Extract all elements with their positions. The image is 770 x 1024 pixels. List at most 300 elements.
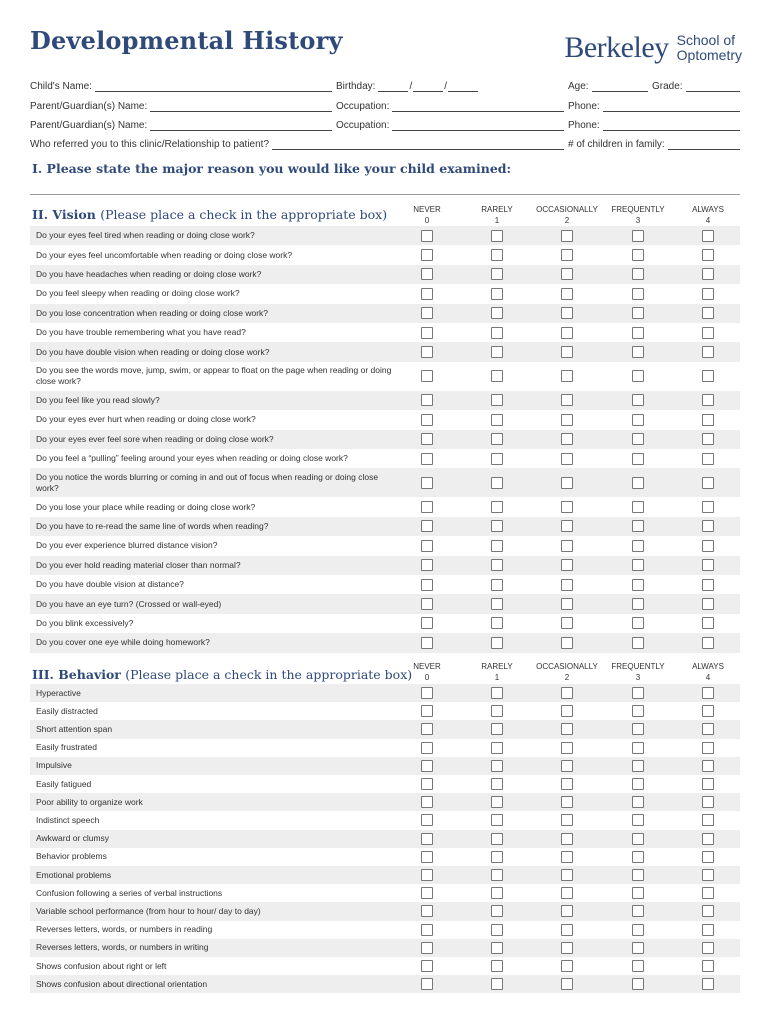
vision-question-row <box>30 410 740 429</box>
behavior-checkbox-occasionally[interactable] <box>561 833 573 845</box>
vision-question-row <box>30 468 740 497</box>
vision-checkbox-never[interactable] <box>421 617 433 629</box>
behavior-checkbox-frequently[interactable] <box>632 924 644 936</box>
behavior-checkbox-occasionally[interactable] <box>561 723 573 735</box>
behavior-question-text: Short attention span <box>36 723 113 734</box>
vision-checkbox-never[interactable] <box>421 433 433 445</box>
vision-checkbox-never[interactable] <box>421 598 433 610</box>
vision-checkbox-rarely[interactable] <box>491 230 503 242</box>
behavior-checkbox-rarely[interactable] <box>491 905 503 917</box>
vision-checkbox-never[interactable] <box>421 394 433 406</box>
behavior-checkbox-always[interactable] <box>702 778 714 790</box>
behavior-question-row <box>30 720 740 738</box>
occupation-label-1: Occupation: <box>336 101 390 112</box>
behavior-checkbox-always[interactable] <box>702 796 714 808</box>
behavior-checkbox-frequently[interactable] <box>632 814 644 826</box>
vision-checkbox-always[interactable] <box>702 501 714 513</box>
parent-name-label-1: Parent/Guardian(s) Name: <box>30 101 148 112</box>
vision-checkbox-rarely[interactable] <box>491 346 503 358</box>
behavior-checkbox-rarely[interactable] <box>491 924 503 936</box>
vision-question-text: Do your eyes ever hurt when reading or doing close work? <box>36 414 256 425</box>
reason-answer-line[interactable] <box>30 194 740 195</box>
vision-checkbox-always[interactable] <box>702 579 714 591</box>
behavior-checkbox-frequently[interactable] <box>632 833 644 845</box>
vision-checkbox-occasionally[interactable] <box>561 579 573 591</box>
behavior-question-row <box>30 775 740 793</box>
vision-checkbox-rarely[interactable] <box>491 268 503 280</box>
vision-checkbox-rarely[interactable] <box>491 637 503 649</box>
vision-checkbox-frequently[interactable] <box>632 617 644 629</box>
behavior-checkbox-rarely[interactable] <box>491 760 503 772</box>
section-1-title: I. Please state the major reason you would like your child examined: <box>32 161 512 176</box>
behavior-checkbox-rarely[interactable] <box>491 778 503 790</box>
vision-checkbox-rarely[interactable] <box>491 370 503 382</box>
behavior-col-header-frequently <box>603 661 673 683</box>
vision-checkbox-frequently[interactable] <box>632 453 644 465</box>
behavior-checkbox-always[interactable] <box>702 814 714 826</box>
vision-checkbox-always[interactable] <box>702 249 714 261</box>
col-header-label: NEVER <box>413 205 441 214</box>
behavior-checkbox-occasionally[interactable] <box>561 814 573 826</box>
vision-checkbox-occasionally[interactable] <box>561 501 573 513</box>
vision-question-text: Do you feel a “pulling” feeling around your eyes when reading or doing close work? <box>36 453 348 464</box>
behavior-checkbox-always[interactable] <box>702 978 714 990</box>
vision-title: II. Vision <box>32 207 96 222</box>
behavior-checkbox-occasionally[interactable] <box>561 978 573 990</box>
behavior-checkbox-always[interactable] <box>702 833 714 845</box>
vision-checkbox-rarely[interactable] <box>491 307 503 319</box>
vision-question-text: Do your eyes feel uncomfortable when reading or doing close work? <box>36 249 293 260</box>
vision-checkbox-rarely[interactable] <box>491 559 503 571</box>
vision-checkbox-occasionally[interactable] <box>561 230 573 242</box>
behavior-checkbox-rarely[interactable] <box>491 705 503 717</box>
behavior-checkbox-always[interactable] <box>702 723 714 735</box>
vision-question-row <box>30 265 740 284</box>
vision-question-text: Do you notice the words blurring or coming in and out of focus when reading or doing close work? <box>36 471 379 493</box>
berkeley-logo <box>564 28 742 68</box>
vision-checkbox-occasionally[interactable] <box>561 453 573 465</box>
behavior-checkbox-rarely[interactable] <box>491 796 503 808</box>
behavior-checkbox-always[interactable] <box>702 705 714 717</box>
occupation-field-2[interactable] <box>336 115 564 131</box>
vision-checkbox-occasionally[interactable] <box>561 617 573 629</box>
behavior-checkbox-always[interactable] <box>702 905 714 917</box>
vision-checkbox-rarely[interactable] <box>491 433 503 445</box>
behavior-checkbox-never[interactable] <box>421 924 433 936</box>
vision-checkbox-rarely[interactable] <box>491 579 503 591</box>
behavior-question-text: Hyperactive <box>36 687 81 698</box>
vision-checkbox-always[interactable] <box>702 559 714 571</box>
vision-checkbox-frequently[interactable] <box>632 394 644 406</box>
vision-checkbox-never[interactable] <box>421 327 433 339</box>
childs-name-field[interactable] <box>30 76 332 92</box>
behavior-checkbox-frequently[interactable] <box>632 978 644 990</box>
behavior-checkbox-rarely[interactable] <box>491 833 503 845</box>
behavior-checkbox-rarely[interactable] <box>491 887 503 899</box>
behavior-checkbox-never[interactable] <box>421 978 433 990</box>
behavior-question-text: Shows confusion about directional orientation <box>36 978 208 989</box>
behavior-checkbox-never[interactable] <box>421 851 433 863</box>
behavior-checkbox-occasionally[interactable] <box>561 778 573 790</box>
behavior-question-row <box>30 975 740 993</box>
children-count-label: # of children in family: <box>568 139 665 150</box>
behavior-question-row <box>30 884 740 902</box>
vision-checkbox-never[interactable] <box>421 579 433 591</box>
vision-checkbox-occasionally[interactable] <box>561 637 573 649</box>
vision-checkbox-frequently[interactable] <box>632 477 644 489</box>
behavior-checkbox-never[interactable] <box>421 869 433 881</box>
behavior-checkbox-occasionally[interactable] <box>561 887 573 899</box>
vision-checkbox-never[interactable] <box>421 540 433 552</box>
vision-checkbox-occasionally[interactable] <box>561 268 573 280</box>
vision-question-row <box>30 284 740 303</box>
behavior-checkbox-occasionally[interactable] <box>561 960 573 972</box>
vision-checkbox-never[interactable] <box>421 370 433 382</box>
section-3-title <box>32 667 412 682</box>
vision-question-text: Do your eyes ever feel sore when reading or doing close work? <box>36 433 274 444</box>
behavior-checkbox-frequently[interactable] <box>632 760 644 772</box>
vision-checkbox-never[interactable] <box>421 268 433 280</box>
behavior-question-row <box>30 793 740 811</box>
behavior-checkbox-frequently[interactable] <box>632 960 644 972</box>
vision-question-text: Do you blink excessively? <box>36 617 134 628</box>
behavior-checkbox-occasionally[interactable] <box>561 742 573 754</box>
vision-checkbox-occasionally[interactable] <box>561 598 573 610</box>
vision-checkbox-occasionally[interactable] <box>561 327 573 339</box>
vision-checkbox-occasionally[interactable] <box>561 433 573 445</box>
behavior-checkbox-never[interactable] <box>421 742 433 754</box>
vision-question-text: Do you cover one eye while doing homework? <box>36 637 210 648</box>
behavior-checkbox-frequently[interactable] <box>632 942 644 954</box>
vision-checkbox-never[interactable] <box>421 559 433 571</box>
vision-checkbox-occasionally[interactable] <box>561 307 573 319</box>
vision-question-row <box>30 633 740 652</box>
vision-col-header-always <box>673 204 743 226</box>
phone-field-1[interactable] <box>568 96 740 112</box>
birthday-label: Birthday: <box>336 81 376 92</box>
behavior-checkbox-never[interactable] <box>421 723 433 735</box>
vision-checkbox-rarely[interactable] <box>491 327 503 339</box>
behavior-checkbox-always[interactable] <box>702 942 714 954</box>
behavior-question-text: Shows confusion about right or left <box>36 960 167 971</box>
behavior-col-header-always <box>673 661 743 683</box>
parent-name-field-2[interactable] <box>30 115 332 131</box>
vision-checkbox-always[interactable] <box>702 268 714 280</box>
vision-checkbox-always[interactable] <box>702 327 714 339</box>
vision-checkbox-always[interactable] <box>702 288 714 300</box>
behavior-checkbox-rarely[interactable] <box>491 869 503 881</box>
logo-subtitle-line1: School of <box>676 32 736 48</box>
vision-checkbox-frequently[interactable] <box>632 540 644 552</box>
behavior-checkbox-rarely[interactable] <box>491 814 503 826</box>
behavior-question-row <box>30 848 740 866</box>
vision-checkbox-always[interactable] <box>702 637 714 649</box>
behavior-question-text: Easily distracted <box>36 705 98 716</box>
behavior-checkbox-always[interactable] <box>702 851 714 863</box>
behavior-checkbox-never[interactable] <box>421 960 433 972</box>
behavior-col-header-never <box>392 661 462 683</box>
col-header-score: 0 <box>424 673 430 682</box>
vision-question-row <box>30 575 740 594</box>
vision-checkbox-never[interactable] <box>421 346 433 358</box>
behavior-checkbox-frequently[interactable] <box>632 851 644 863</box>
col-header-score: 4 <box>705 216 711 225</box>
birthday-field[interactable]: Birthday: / / <box>336 76 496 92</box>
col-header-label: NEVER <box>413 662 441 671</box>
logo-subtitle <box>677 33 742 63</box>
vision-checkbox-always[interactable] <box>702 520 714 532</box>
vision-checkbox-frequently[interactable] <box>632 559 644 571</box>
behavior-checkbox-occasionally[interactable] <box>561 851 573 863</box>
grade-field[interactable] <box>652 76 740 92</box>
behavior-checkbox-frequently[interactable] <box>632 905 644 917</box>
vision-question-text: Do you have double vision at distance? <box>36 579 184 590</box>
vision-col-header-frequently <box>603 204 673 226</box>
behavior-checkbox-never[interactable] <box>421 833 433 845</box>
vision-checkbox-never[interactable] <box>421 414 433 426</box>
occupation-label-2: Occupation: <box>336 120 390 131</box>
behavior-question-row <box>30 830 740 848</box>
vision-checkbox-rarely[interactable] <box>491 453 503 465</box>
behavior-col-header-rarely <box>462 661 532 683</box>
behavior-checkbox-frequently[interactable] <box>632 687 644 699</box>
behavior-question-text: Easily frustrated <box>36 742 97 753</box>
vision-question-row <box>30 536 740 555</box>
vision-checkbox-always[interactable] <box>702 540 714 552</box>
logo-subtitle-line2: Optometry <box>676 47 742 63</box>
vision-checkbox-always[interactable] <box>702 394 714 406</box>
behavior-checkbox-never[interactable] <box>421 778 433 790</box>
vision-checkbox-always[interactable] <box>702 617 714 629</box>
vision-checkbox-occasionally[interactable] <box>561 249 573 261</box>
vision-checkbox-frequently[interactable] <box>632 288 644 300</box>
vision-question-text: Do you ever experience blurred distance vision? <box>36 540 218 551</box>
behavior-checkbox-always[interactable] <box>702 760 714 772</box>
vision-checkbox-never[interactable] <box>421 288 433 300</box>
vision-checkbox-never[interactable] <box>421 230 433 242</box>
behavior-checkbox-rarely[interactable] <box>491 687 503 699</box>
behavior-question-text: Poor ability to organize work <box>36 796 143 807</box>
vision-question-text: Do you feel sleepy when reading or doing close work? <box>36 288 240 299</box>
vision-question-row <box>30 614 740 633</box>
behavior-checkbox-frequently[interactable] <box>632 887 644 899</box>
behavior-checkbox-never[interactable] <box>421 705 433 717</box>
parent-name-field-1[interactable] <box>30 96 332 112</box>
vision-checkbox-occasionally[interactable] <box>561 346 573 358</box>
vision-checkbox-rarely[interactable] <box>491 394 503 406</box>
vision-question-row <box>30 362 740 391</box>
vision-col-header-never <box>392 204 462 226</box>
behavior-checkbox-never[interactable] <box>421 760 433 772</box>
info-row-1 <box>30 76 742 92</box>
behavior-question-row <box>30 684 740 702</box>
behavior-checkbox-occasionally[interactable] <box>561 796 573 808</box>
section-2-title <box>32 207 387 222</box>
behavior-question-row <box>30 811 740 829</box>
behavior-checkbox-rarely[interactable] <box>491 978 503 990</box>
behavior-checkbox-never[interactable] <box>421 942 433 954</box>
behavior-question-text: Indistinct speech <box>36 814 100 825</box>
vision-checkbox-always[interactable] <box>702 346 714 358</box>
vision-question-row <box>30 304 740 323</box>
vision-checkbox-frequently[interactable] <box>632 268 644 280</box>
vision-checkbox-occasionally[interactable] <box>561 414 573 426</box>
vision-checkbox-frequently[interactable] <box>632 249 644 261</box>
vision-checkbox-rarely[interactable] <box>491 249 503 261</box>
vision-checkbox-always[interactable] <box>702 307 714 319</box>
vision-checkbox-always[interactable] <box>702 370 714 382</box>
info-row-3 <box>30 115 742 131</box>
vision-checkbox-occasionally[interactable] <box>561 370 573 382</box>
vision-checkbox-rarely[interactable] <box>491 288 503 300</box>
behavior-checkbox-occasionally[interactable] <box>561 705 573 717</box>
vision-checkbox-frequently[interactable] <box>632 370 644 382</box>
behavior-checkbox-never[interactable] <box>421 687 433 699</box>
vision-checkbox-occasionally[interactable] <box>561 477 573 489</box>
vision-checkbox-rarely[interactable] <box>491 520 503 532</box>
behavior-checkbox-always[interactable] <box>702 887 714 899</box>
logo-wordmark: Berkeley <box>564 31 669 64</box>
age-field[interactable] <box>568 76 648 92</box>
phone-label-1: Phone: <box>568 101 600 112</box>
behavior-title: III. Behavior <box>32 667 121 682</box>
vision-checkbox-never[interactable] <box>421 637 433 649</box>
vision-checkbox-frequently[interactable] <box>632 520 644 532</box>
behavior-checkbox-occasionally[interactable] <box>561 942 573 954</box>
col-header-score: 2 <box>564 216 570 225</box>
vision-checkbox-rarely[interactable] <box>491 414 503 426</box>
behavior-checkbox-frequently[interactable] <box>632 723 644 735</box>
vision-checkbox-never[interactable] <box>421 249 433 261</box>
vision-question-text: Do your eyes feel tired when reading or doing close work? <box>36 230 255 241</box>
vision-checkbox-frequently[interactable] <box>632 433 644 445</box>
phone-field-2[interactable] <box>568 115 740 131</box>
vision-checkbox-frequently[interactable] <box>632 598 644 610</box>
behavior-checkbox-rarely[interactable] <box>491 742 503 754</box>
vision-checkbox-occasionally[interactable] <box>561 520 573 532</box>
behavior-checkbox-always[interactable] <box>702 924 714 936</box>
vision-checkbox-rarely[interactable] <box>491 540 503 552</box>
vision-checkbox-always[interactable] <box>702 414 714 426</box>
referred-by-field[interactable] <box>30 134 564 150</box>
behavior-checkbox-occasionally[interactable] <box>561 760 573 772</box>
behavior-checkbox-frequently[interactable] <box>632 778 644 790</box>
vision-checkbox-rarely[interactable] <box>491 477 503 489</box>
behavior-question-row <box>30 957 740 975</box>
behavior-instructions: (Please place a check in the appropriate box) <box>125 667 413 682</box>
behavior-question-row <box>30 902 740 920</box>
vision-checkbox-frequently[interactable] <box>632 637 644 649</box>
col-header-score: 2 <box>564 673 570 682</box>
col-header-label: ALWAYS <box>692 205 724 214</box>
behavior-checkbox-rarely[interactable] <box>491 942 503 954</box>
vision-question-row <box>30 430 740 449</box>
parent-name-label-2: Parent/Guardian(s) Name: <box>30 120 148 131</box>
vision-checkbox-occasionally[interactable] <box>561 559 573 571</box>
col-header-score: 3 <box>635 673 641 682</box>
vision-checkbox-always[interactable] <box>702 230 714 242</box>
behavior-checkbox-frequently[interactable] <box>632 705 644 717</box>
vision-question-row <box>30 497 740 516</box>
vision-checkbox-always[interactable] <box>702 598 714 610</box>
behavior-question-text: Reverses letters, words, or numbers in reading <box>36 924 213 935</box>
behavior-checkbox-always[interactable] <box>702 742 714 754</box>
behavior-question-text: Confusion following a series of verbal instructions <box>36 887 223 898</box>
col-header-label: FREQUENTLY <box>611 205 665 214</box>
vision-checkbox-rarely[interactable] <box>491 617 503 629</box>
vision-checkbox-frequently[interactable] <box>632 414 644 426</box>
vision-checkbox-frequently[interactable] <box>632 501 644 513</box>
vision-checkbox-never[interactable] <box>421 453 433 465</box>
behavior-checkbox-rarely[interactable] <box>491 960 503 972</box>
behavior-checkbox-occasionally[interactable] <box>561 924 573 936</box>
behavior-checkbox-never[interactable] <box>421 796 433 808</box>
vision-checkbox-never[interactable] <box>421 307 433 319</box>
vision-question-text: Do you ever hold reading material closer than normal? <box>36 559 241 570</box>
behavior-question-row <box>30 739 740 757</box>
behavior-question-row <box>30 702 740 720</box>
vision-question-row <box>30 391 740 410</box>
vision-checkbox-frequently[interactable] <box>632 307 644 319</box>
vision-question-text: Do you have trouble remembering what you have read? <box>36 327 246 338</box>
behavior-checkbox-never[interactable] <box>421 905 433 917</box>
behavior-checkbox-frequently[interactable] <box>632 742 644 754</box>
vision-checkbox-always[interactable] <box>702 433 714 445</box>
vision-checkbox-never[interactable] <box>421 520 433 532</box>
vision-checkbox-frequently[interactable] <box>632 230 644 242</box>
vision-checkbox-rarely[interactable] <box>491 501 503 513</box>
behavior-checkbox-always[interactable] <box>702 869 714 881</box>
vision-col-header-occasionally <box>532 204 602 226</box>
vision-checkbox-never[interactable] <box>421 477 433 489</box>
behavior-checkbox-always[interactable] <box>702 687 714 699</box>
behavior-checkbox-occasionally[interactable] <box>561 905 573 917</box>
vision-checkbox-never[interactable] <box>421 501 433 513</box>
behavior-checkbox-never[interactable] <box>421 814 433 826</box>
behavior-checkbox-always[interactable] <box>702 960 714 972</box>
behavior-checkbox-frequently[interactable] <box>632 796 644 808</box>
vision-instructions: (Please place a check in the appropriate box) <box>100 207 388 222</box>
referred-by-label: Who referred you to this clinic/Relationship to patient? <box>30 139 270 150</box>
behavior-checkbox-occasionally[interactable] <box>561 687 573 699</box>
behavior-checkbox-rarely[interactable] <box>491 851 503 863</box>
children-count-field[interactable] <box>568 134 740 150</box>
info-row-4 <box>30 134 742 150</box>
behavior-checkbox-occasionally[interactable] <box>561 869 573 881</box>
vision-question-row <box>30 556 740 575</box>
vision-checkbox-frequently[interactable] <box>632 346 644 358</box>
behavior-question-text: Easily fatigued <box>36 778 92 789</box>
vision-checkbox-rarely[interactable] <box>491 598 503 610</box>
vision-checkbox-frequently[interactable] <box>632 579 644 591</box>
vision-checkbox-occasionally[interactable] <box>561 394 573 406</box>
vision-question-text: Do you have headaches when reading or doing close work? <box>36 268 262 279</box>
behavior-checkbox-never[interactable] <box>421 887 433 899</box>
vision-checkbox-frequently[interactable] <box>632 327 644 339</box>
col-header-label: OCCASIONALLY <box>536 662 598 671</box>
childs-name-label: Child's Name: <box>30 81 92 92</box>
behavior-question-row <box>30 939 740 957</box>
behavior-checkbox-frequently[interactable] <box>632 869 644 881</box>
vision-checkbox-occasionally[interactable] <box>561 288 573 300</box>
col-header-label: FREQUENTLY <box>611 662 665 671</box>
vision-checkbox-occasionally[interactable] <box>561 540 573 552</box>
occupation-field-1[interactable] <box>336 96 564 112</box>
vision-checkbox-always[interactable] <box>702 477 714 489</box>
vision-checkbox-always[interactable] <box>702 453 714 465</box>
behavior-checkbox-rarely[interactable] <box>491 723 503 735</box>
info-row-2 <box>30 96 742 112</box>
